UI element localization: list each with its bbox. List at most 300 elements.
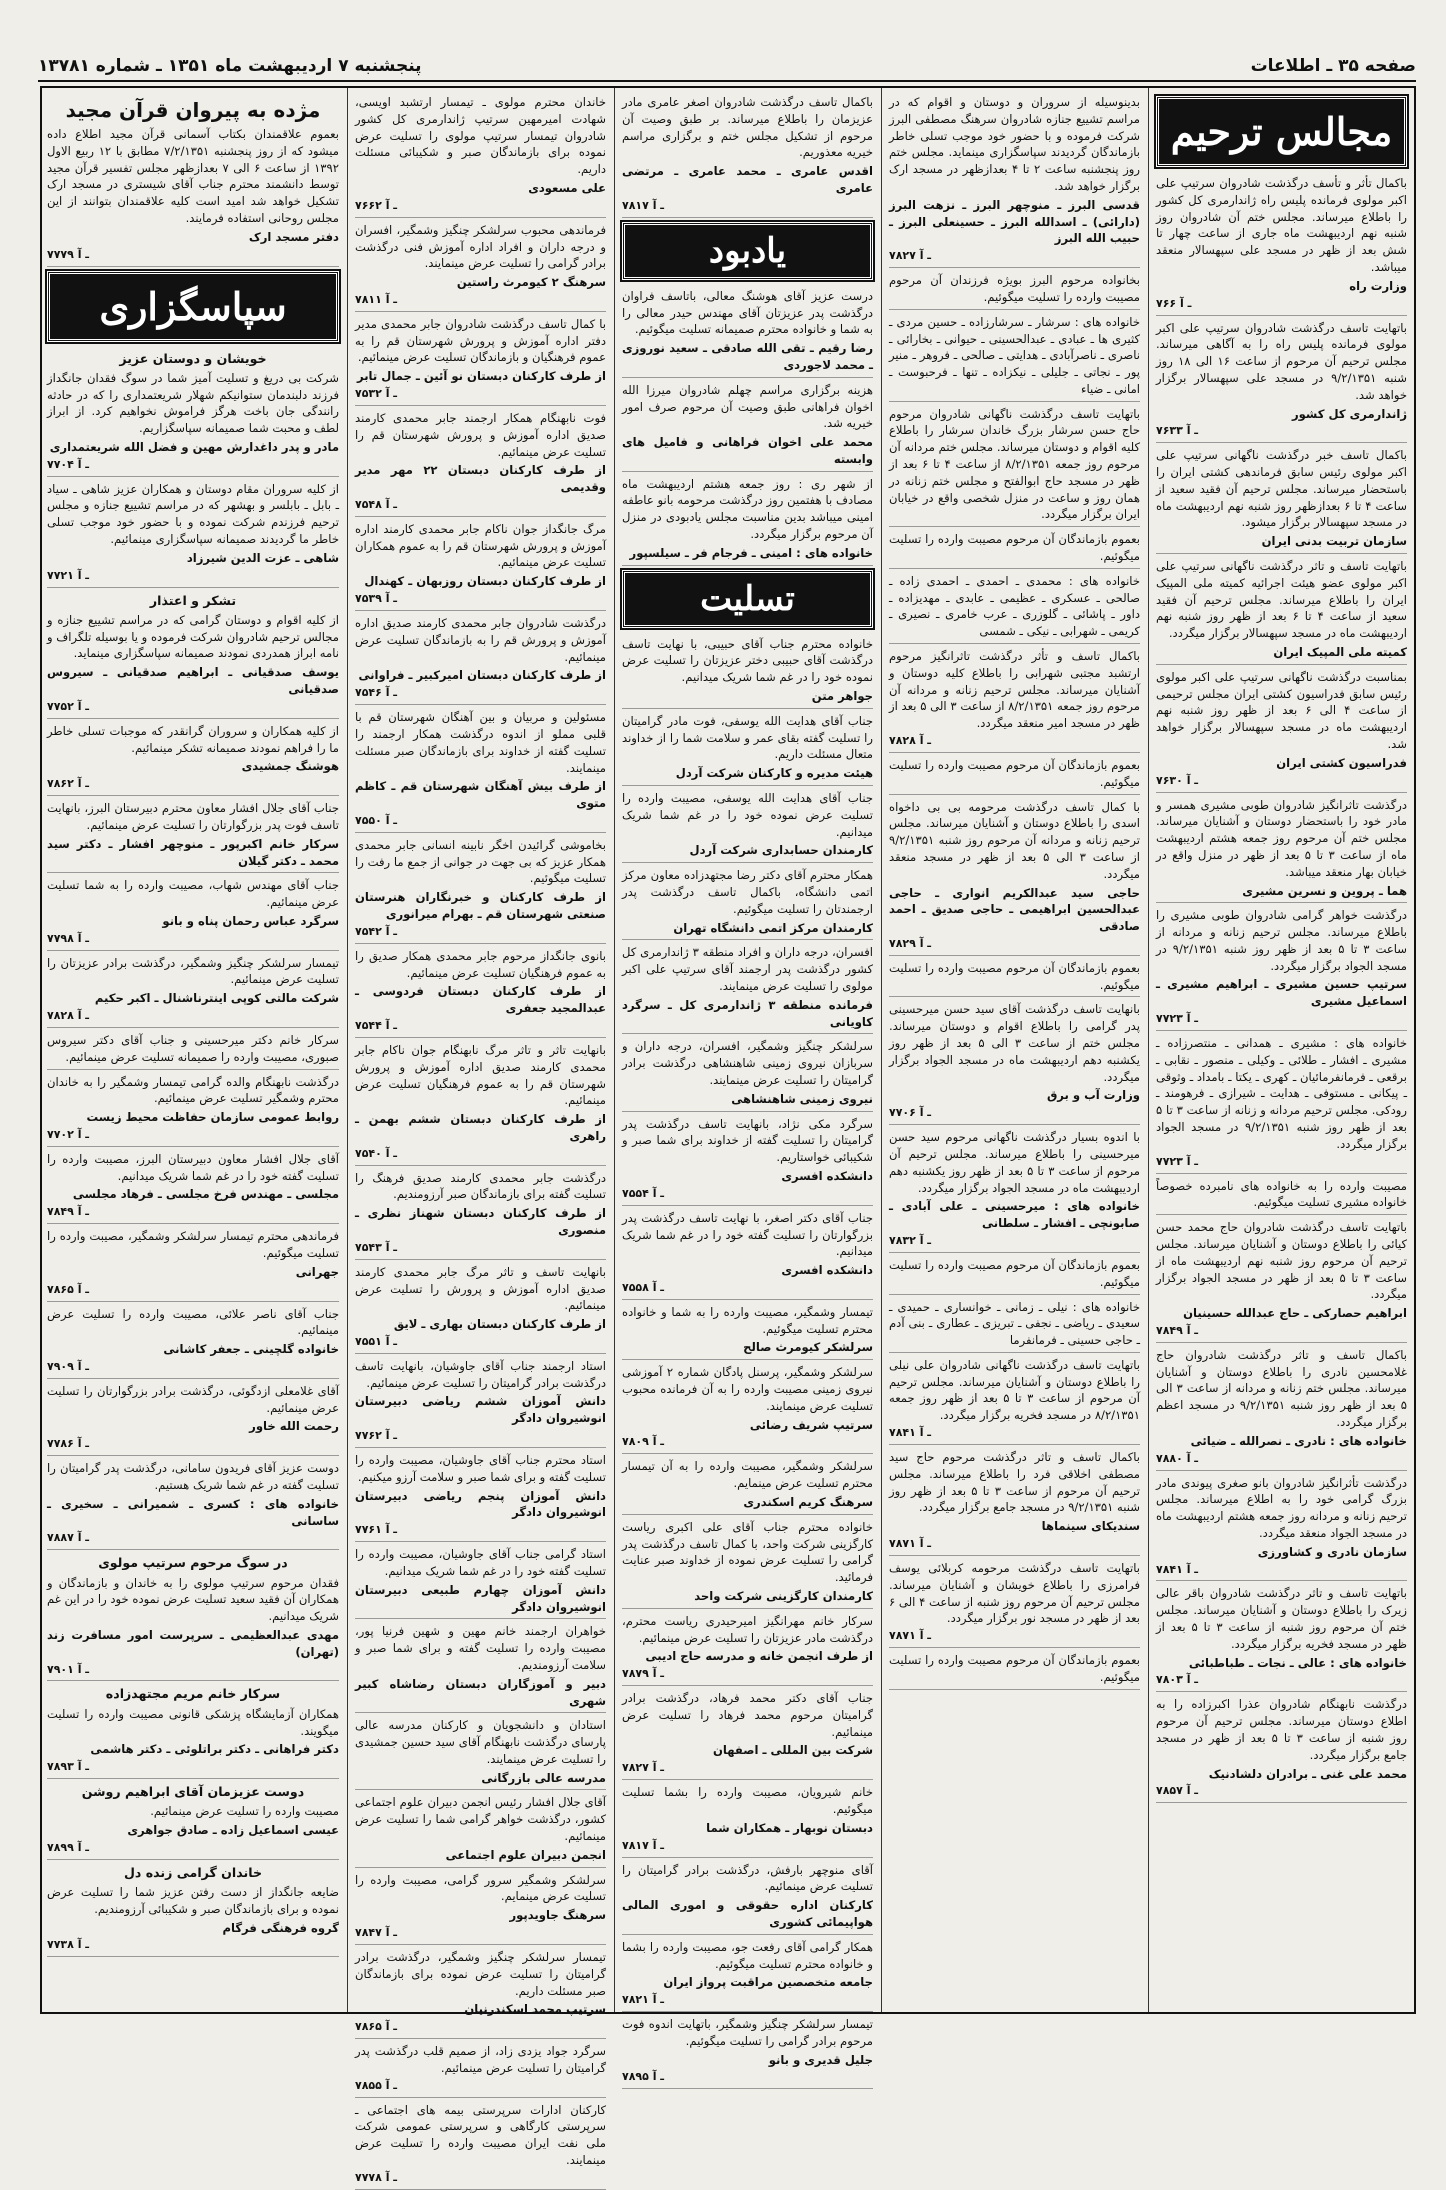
notice [889,531,1140,569]
notice [355,1170,606,1260]
notice-signature: کمیته ملی المپیک ایران [1273,645,1407,659]
notice-ad-code: ۷۸۸۷ ـ آ [47,1531,90,1545]
notice-body: تیمسار سرلشکر چنگیز وشمگیر، درگذشت برادر عزیزتان را تسلیت عرض مینمائیم. [47,955,339,987]
notice [622,1304,873,1360]
column-3-notices-a [622,94,873,218]
notice-ad-code: ۷۸۴۱ ـ آ [889,1426,932,1440]
notice [622,636,873,709]
notice-signature: وزارت راه [1349,278,1407,293]
notice-body: همکار محترم آقای دکتر رضا مجتهدزاده معاون مرکز اتمی دانشگاه، باکمال تاسف درگذشت پدر ارجمندتان را تسلیت میگوئیم. [622,868,873,916]
notice-body: باتهایت تاسف درگذشت شادروان سرتیپ علی اکبر مولوی فرمانده پلیس راه را به آگاهی میرساند. مجلس ترحیم آن مرحوم از ساعت ۱۶ الی ۱۸ روز شنبه ۹/۲/۱۳۵۱ در مسجد علی سپهسالار برگزار خواهد شد. [1156,320,1408,402]
notice-signature: خانواده های : عالی ـ نجات ـ طباطبائی [1188,1655,1407,1670]
column-divider [347,88,349,2012]
notice-signature: وزارت آب و برق [1046,1088,1140,1103]
column-4-notices [355,94,606,2190]
notice-ad-code: ۷۵۵۰ ـ آ [355,813,398,827]
notice [889,573,1140,644]
notice-ad-code: ۷۸۱۱ ـ آ [355,292,398,306]
notice [47,1306,339,1379]
notice [889,94,1140,268]
notice-body: بعموم علاقمندان بکتاب آسمانی قرآن مجید اطلاع داده میشود که از روز پنجشنبه ۷/۲/۱۳۵۱ مطابق با ۱۲ ربیع الاول ۱۳۹۲ از ساعت ۶ الی ۷ بعدازظهر مجلس تفسیر قرآن مجید توسط دانشمند محترم جناب آقای شیستری در مسجد ارک تشکیل خواهد شد امید است کلیه علاقمندان بتوانند از این مجلس روحانی استفاده فرمایند. [47,127,339,225]
notice-title: در سوگ مرحوم سرتیپ مولوی [98,1555,288,1571]
notice [622,1690,873,1780]
notice-signature: ابراهیم حصارکی ـ حاج عبدالله حسینیان [1183,1306,1407,1321]
column-2 [882,88,1147,2012]
notice [47,592,339,719]
notice [1156,1475,1407,1582]
notice-body: سرلشکر وشمگیر سرور گرامی، مصیبت وارده را تسلیت عرض مینمایم. [355,1872,606,1904]
notice-body: از کلیه همکاران و سروران گرانقدر که موجبات تسلی خاطر ما را فراهم نمودند صمیمانه تشکر مینمائیم. [47,723,339,755]
notice [1156,907,1407,1031]
notice-signature: دانشکده افسری [781,1168,873,1183]
notice-signature: خانواده گلچینی ـ جعفر کاشانی [163,1342,339,1357]
notice-body: بعموم بازماندگان آن مرحوم مصیبت وارده را تسلیت میگوئیم. [889,1257,1140,1289]
notice-body: باتهایت تاسف درگذشت مرحومه کربلائی یوسف فرامرزی را باطلاع خویشان و آشنایان میرساند. مجلس ترحیم آن مرحوم روز شنبه از ساعت ۴ الی ۶ بعد از ظهر در مسجد نور برگزار میگردد. [889,1560,1140,1626]
notice-body: جناب آقای دکتر محمد فرهاد، درگذشت برادر گرامیتان مرحوم محمد فرهاد را تسلیت عرض مینمائیم. [622,1691,873,1739]
notice-ad-code: ۷۷۳۸ ـ آ [47,1938,90,1952]
notice-ad-code: ۷۷۰۲ ـ آ [47,1127,90,1141]
notice-body: باتهایت تاسف درگذشت ناگهانی شادروان مرحوم حاج حسن سرشار بزرگ خاندان سرشار را باطلاع کلیه اقوام و دوستان میرساند. مجلس ختم مردانه آن مرحوم روز جمعه ۸/۲/۱۳۵۱ از ساعت ۴ تا ۶ بعد از ظهر در مسجد حاج ابوالفتح و مجلس ختم زنانه در همان روز و ساعت در منزل شخصی واقع در خیابان ایران برگزار میگردد. [889,406,1140,522]
notice-ad-code: ۷۸۹۵ ـ آ [622,2070,665,2084]
notice-body: تیمسار وشمگیر، مصیبت وارده را به شما و خانواده محترم تسلیت میگوئیم. [622,1304,873,1336]
notice-body: آقای غلامعلی ازدگوئی، درگذشت برادر بزرگوارتان را تسلیت عرض مینمائیم. [47,1383,339,1415]
notice-ad-code: ۷۷۷۸ ـ آ [355,2170,398,2184]
notice-ad-code: ۷۸۶۲ ـ آ [47,777,90,791]
notice-body: درگذشت تأثرانگیز شادروان بانو صغری پیوندی مادر بزرگ گرامی خود را به اطلاع میرساند. مجلس ترحیم زنانه و مردانه روز جمعه هشتم اردیبهشت ماه در مسجد الجواد منعقد میگردد. [1156,1475,1407,1540]
notice-body: مصیبت وارده را به خانواده های نامبرده خصوصاً خانواده مشیری تسلیت میگوئیم. [1156,1178,1407,1210]
notice [1156,1696,1407,1803]
notice [47,481,339,588]
notice-signature: کارمندان حسابداری شرکت آردل [689,843,873,858]
notice-body: همکار گرامی آقای رفعت جو، مصیبت وارده را بشما و خانواده محترم تسلیت میگوئیم. [622,1939,873,1971]
notice [622,1116,873,1206]
notice [355,222,606,312]
notice-ad-code: ۷۸۱۷ ـ آ [622,1838,665,1852]
notice-signature: فدراسیون کشتی ایران [1276,755,1407,770]
notice [1156,1178,1407,1216]
notice-signature: فرمانده منطقه ۳ ژاندارمری کل ـ سرگرد کاویانی [622,997,873,1029]
headline-quran: مژده به پیروان قرآن مجید [65,98,321,122]
notice-body: مرگ جانگداز جوان ناکام جابر محمدی کارمند اداره آموزش و پرورش شهرستان قم را به عموم همکاران تسلیت عرض مینمائیم. [355,521,606,570]
notice-signature: از طرف کارکنان دبستان بهاری ـ لایق [393,1317,606,1332]
notice [622,288,873,378]
notice-signature: گروه فرهنگی فرگام [222,1920,339,1935]
notice-ad-code: ۷۸۲۸ ـ آ [47,1009,90,1023]
notice [355,1872,606,1945]
notice-ad-code: ۷۵۴۰ ـ آ [355,1146,398,1160]
notice [355,615,606,705]
notice-signature: دکتر فراهانی ـ دکتر براتلوئی ـ دکتر هاشمی [90,1742,339,1757]
notice-signature: از طرف کارکنان دبستان امیرکبیر ـ فراوانی [358,668,606,683]
notice-signature: هوشنگ جمشیدی [241,759,339,774]
notice [47,1383,339,1456]
notice-ad-code: ۷۷۲۳ ـ آ [1156,1154,1199,1168]
notice [622,1862,873,1935]
notice-signature: شرکت مالتی کوپی اینترناشنال ـ اکبر حکیم [94,991,339,1006]
notice-body: دوست عزیز آقای فریدون سامانی، درگذشت پدر گرامیتان را تسلیت گفته در غم شما شریک هستیم. [47,1461,339,1492]
notice-ad-code: ۷۷۶۱ ـ آ [355,1523,398,1537]
notice-signature: از طرف کارکنان دبستان ششم بهمن ـ راهری [355,1112,606,1143]
notice-body: خانواده های : محمدی ـ احمدی ـ احمدی زاده ـ صالحی ـ عسکری ـ عظیمی ـ عابدی ـ مهدیزاده ـ داور ـ پاشائی ـ گلوزری ـ عرب خامری ـ نصیری ـ کریمی ـ شهرابی ـ نیکی ـ شمسی [889,573,1140,639]
notice [47,1864,339,1958]
notice-signature: سرلشکر کیومرث صالح [743,1340,873,1355]
notice-ad-code: ۷۵۴۸ ـ آ [355,497,398,511]
notice-body: فقدان مرحوم سرتیپ مولوی را به خاندان و بازماندگان و همکاران آن فقید سعید تسلیت عرض نموده خود را در این غم شریک میدانیم. [47,1575,339,1624]
notice [1156,320,1407,444]
notice-ad-code: ۷۷۶۲ ـ آ [355,1429,398,1443]
notice-body: بعموم بازماندگان آن مرحوم مصیبت وارده را تسلیت میگوئیم. [889,532,1140,564]
notice-body: ضایعه جانگداز از دست رفتن عزیز شما را تسلیت عرض نموده و برای بازماندگان صبر و شکیبائی آرزومندیم. [47,1885,339,1916]
notice-signature: مجلسی ـ مهندس فرخ مجلسی ـ فرهاد مجلسی [72,1187,339,1202]
notice-ad-code: ۷۸۷۱ ـ آ [889,1537,932,1550]
notice-signature: مدرسه عالی بازرگانی [481,1770,606,1785]
header-date-issue: پنجشنبه ۷ اردیبهشت ماه ۱۳۵۱ ـ شماره ۱۳۷۸۱ [38,56,422,76]
notice-signature: سازمان تربیت بدنی ایران [1261,534,1407,549]
notice-signature: دانشکده افسری [781,1263,873,1278]
notice-body: درگذشت جابر محمدی کارمند صدیق فرهنگ را تسلیت گفته برای بازماندگان صبر آرزومندیم. [355,1170,606,1202]
notice-ad-code: ۷۷۲۳ ـ آ [1156,1012,1199,1026]
notice-ad-code: ۷۸۵۷ ـ آ [1156,1784,1199,1798]
notice [47,723,339,796]
notice [889,1560,1140,1648]
notice-body: باکمال تاسف خبر درگذشت ناگهانی سرتیپ علی اکبر مولوی رئیس سابق فرماندهی کشتی ایران را باستحضار میرساند. مجلس ترحیم آن فقید سعید از ساعت ۴ تا ۶ بعدازظهر روز شنبه نهم اردیبهشت ماه در مسجد سپهسالار برگزار میشود. [1156,448,1407,530]
notice [355,1264,606,1354]
notice-body: مصیبت وارده را تسلیت عرض مینمائیم. [150,1804,339,1819]
notice [355,837,606,944]
notice-ad-code: ۷۹۰۹ ـ آ [47,1359,90,1373]
notice-body: درگذشت نابهنگام والده گرامی تیمسار وشمگیر را به خاندان محترم وشمگیر تسلیت عرض مینمائیم. [47,1074,339,1106]
notice [889,1652,1140,1690]
notice [355,948,606,1038]
notice-signature: محمد علی اخوان فراهانی و فامیل های وابسته [622,435,873,466]
notice-body: بانوی جانگداز مرحوم جابر محمدی همکار صدیق را به عموم فرهنگیان تسلیت عرض مینمائیم. [355,948,606,980]
notice-signature: عیسی اسماعیل زاده ـ صادق جواهری [127,1823,339,1838]
notice-body: خانواده های : مشیری ـ همدانی ـ منتصرزاده ـ مشیری ـ افشار ـ طلائی ـ وکیلی ـ منصور ـ نقابی ـ برقعی ـ فرمانفرمائیان ـ کهری ـ یکتا ـ بامداد ـ وثوقی ـ پیکانی ـ مستوفی ـ هدایت ـ شیرازی ـ فرهومند ـ رودکی. مجلس ترحیم مردانه و زنانه از ساعت ۳ تا ۵ بعد از ظهر روز شنبه ۹/۲/۱۳۵۱ در مسجد الجواد برگزار میگردد. [1156,1036,1407,1151]
notice-body: خاندان محترم مولوی ـ تیمسار ارتشبد اویسی، شهادت امیرمهین سرتیپ ژاندارمری کل کشور شادروان تیمسار سرتیپ مولوی را تسلیت عرض نموده برای بازماندگان صبر و شکیبائی مسئلت داریم. [355,95,606,177]
notice-signature: دانش آموزان پنجم ریاضی دبیرستان انوشیروان دادگر [355,1488,606,1520]
header-page-label: صفحه ۳۵ ـ اطلاعات [1250,56,1416,76]
notice-ad-code: ۷۷۲۱ ـ آ [47,568,90,582]
notice-body: خانواده های : نیلی ـ زمانی ـ خوانساری ـ حمیدی ـ سعیدی ـ ریاضی ـ نجفی ـ تبریزی ـ عطاری ـ بنی آدم ـ حاجی حسینی ـ فرمانفرما [889,1299,1140,1348]
notice-signature: سرگرد عباس رحمان پناه و بانو [162,913,339,928]
notice-body: سرلشکر وشمگیر، پرسنل پادگان شماره ۲ آموزشی نیروی زمینی مصیبت وارده را به آن فرمانده محبوب تسلیت عرض مینمایند. [622,1365,873,1413]
notice-ad-code: ۷۸۶۵ ـ آ [47,1282,90,1296]
notice-body: باتهایت تاسف درگذشت ناگهانی شادروان علی نیلی را باطلاع دوستان و آشنایان میرساند. مجلس ترحیم آن مرحوم از ساعت ۳ تا ۵ بعد از ظهر روز جمعه ۸/۲/۱۳۵۱ در مسجد فخریه برگزار میگردد. [889,1357,1140,1423]
notice-ad-code: ۷۸۷۱ ـ آ [889,1629,932,1643]
notice-ad-code: ۷۷۸۶ ـ آ [47,1437,90,1451]
notice-body: خانم شیرویان، مصیبت وارده را بشما تسلیت میگوئیم. [622,1785,873,1816]
notice-body: باکمال تأثر و تأسف درگذشت شادروان سرتیپ علی اکبر مولوی فرمانده پلیس راه ژاندارمری کل کشور را باطلاع میرساند. مجلس ختم آن شادروان روز شنبه نهم اردیبهشت ماه جاری از ساعت چهار تا شش بعد از ظهر در مسجد علی سپهسالار منعقد میباشد. [1156,176,1407,274]
notice [1156,669,1407,793]
notice-signature: سرکار خانم اکبرپور ـ منوچهر افشار ـ دکتر سید محمد ـ دکتر گیلان [47,836,339,868]
notice [355,1452,606,1542]
notice-body: آقای جلال افشار معاون دبیرستان البرز، مصیبت وارده را تسلیت گفته خود را در غم شما شریک میدانیم. [47,1151,339,1183]
notice-body: خانواده محترم جناب آقای علی اکبری ریاست کارگزینی شرکت واحد، با کمال تاسف درگذشت پدر گرامی را تسلیت عرض نموده از خداوند صبر عنایت فرمائید. [622,1519,873,1585]
notice [1156,1035,1407,1174]
notice [47,1460,339,1550]
notice-signature: از طرف کارکنان دبستان روزبهان ـ کهندال [364,574,606,589]
notice-signature: خانواده های : کسری ـ شمیرانی ـ سخیری ـ ساسانی [47,1496,339,1528]
banner-tasliat: تسلیت [622,570,873,628]
notice-ad-code: ۷۸۷۹ ـ آ [622,1667,665,1681]
notice-body: هزینه برگزاری مراسم چهلم شادروان میرزا الله اخوان فراهانی طبق وصیت آن مرحوم صرف امور خیریه شد. [622,382,873,431]
notice [622,867,873,940]
notice [355,316,606,406]
notice-signature: کارمندان مرکز اتمی دانشگاه تهران [673,920,873,935]
notice-body: جناب آقای ناصر علائی، مصیبت وارده را تسلیت عرض مینمائیم. [47,1306,339,1338]
notice-signature: سازمان نادری و کشاورزی [1257,1544,1407,1559]
notice-body: درگذشت تاثرانگیز شادروان طوبی مشیری همسر و مادر خود را باستحضار دوستان و آشنایان میرساند. مجلس ختم آن مرحوم روز جمعه هشتم اردیبهشت ماه از ساعت ۳ تا ۵ بعد از ظهر در منزل واقع در خیابان بهار منعقد میباشد. [1156,797,1407,879]
notice-body: بعموم بازماندگان آن مرحوم مصیبت وارده را تسلیت میگوئیم. [889,960,1140,992]
notice [622,713,873,786]
notice-ad-code: ۷۵۳۹ ـ آ [355,592,398,606]
notice-signature: اقدس عامری ـ محمد عامری ـ مرتضی عامری [622,164,873,195]
column-divider [614,88,616,2012]
notice-signature: کارمندان کارگزینی شرکت واحد [694,1588,873,1603]
notice-body: باکمال تاسف و تأثر درگذشت تاثرانگیز مرحوم ارتشبد مجتبی شهرابی را باطلاع کلیه دوستان و آشنایان میرساند. مجلس ترحیم زنانه و مردانه آن مرحوم روز جمعه ۸/۲/۱۳۵۱ از ساعت ۳ الی ۵ بعد از ظهر در مسجد امیر منعقد میگردد. [889,649,1140,731]
column-3-notices-c [622,636,873,2090]
notice [47,955,339,1028]
page-header [38,52,1416,80]
notice-body: جناب آقای جلال افشار معاون محترم دبیرستان البرز، بانهایت تاسف فوت پدر بزرگوارتان را تسلیت عرض مینمائیم. [47,801,339,832]
notice [355,2043,606,2098]
notice-ad-code: ۷۸۲۱ ـ آ [622,1993,665,2007]
notice-ad-code: ۷۵۴۶ ـ آ [355,686,398,700]
notice [889,1001,1140,1125]
notice-body: درگذشت نابهنگام شادروان عذرا اکبرزاده را به اطلاع دوستان میرساند. مجلس ترحیم آن مرحوم روز شنبه از ساعت ۳ تا ۵ بعد از ظهر در مسجد جامع برگزار میگردد. [1156,1697,1407,1762]
notice [47,350,339,477]
notice-body: بدینوسیله از سروران و دوستان و اقوام که در مراسم تشییع جنازه شادروان سرهنگ مصطفی البرز شرکت فرموده و با حضور خود موجب تسلی خاطر بازماندگان گردیدند سپاسگزاری مینماید. مجلس ختم روز پنجشنبه ساعت ۲ تا ۴ بعدازظهر در مسجد ارک برگزار خواهد شد. [889,95,1140,193]
notice [1156,797,1407,904]
notice-body: آقای منوچهر بارفش، درگذشت برادر گرامیتان را تسلیت عرض مینمائیم. [622,1862,873,1894]
notice-ad-code: ۷۵۳۲ ـ آ [355,387,398,401]
notice-body: جناب آقای مهندس شهاب، مصیبت وارده را به شما تسلیت عرض مینمائیم. [47,878,339,910]
notice [622,2016,873,2089]
notice-body: بخانواده مرحوم البرز بویژه فرزندان آن مرحوم مصیبت وارده را تسلیت میگوئیم. [889,273,1140,304]
notice [889,314,1140,402]
notice [889,1449,1140,1556]
notice-signature: از طرف کارکنان دبستان فردوسی ـ عبدالمجید جعفری [355,984,606,1016]
notice-ad-code: ۷۸۴۷ ـ آ [355,1926,398,1940]
header-rule [38,80,1416,82]
notice-ad-code: ۷۸۴۹ ـ آ [1156,1323,1199,1337]
notice-ad-code: ۷۸۹۳ ـ آ [47,1760,90,1774]
notice [889,757,1140,795]
notice-body: آقای جلال افشار رئیس انجمن دبیران علوم اجتماعی کشور، درگذشت خواهر گرامی شما را تسلیت عرض مینمائیم. [355,1795,606,1844]
notice [355,521,606,611]
notice-signature: هما ـ پروین و نسرین مشیری [1242,883,1407,898]
notice-ad-code: ۷۸۶۵ ـ آ [355,2020,398,2034]
notice-body: بعموم بازماندگان آن مرحوم مصیبت وارده را تسلیت میگوئیم. [889,757,1140,789]
notice-signature: محمد علی غنی ـ برادران دلشادنیک [1208,1766,1407,1781]
notice-signature: جامعه متخصصین مراقبت پرواز ایران [663,1975,873,1990]
notice-signature: از طرف انجمن خانه و مدرسه حاج ادیبی [645,1649,873,1664]
notice-ad-code: ۷۸۱۷ ـ آ [622,198,665,212]
notice [355,1949,606,2039]
notice-signature: روابط عمومی سازمان حفاظت محیط زیست [86,1110,339,1125]
column-5-notices-b [47,350,339,1958]
notice-ad-code: ۷۸۲۷ ـ آ [622,1761,665,1775]
notice [47,1783,339,1860]
notice [622,1364,873,1454]
notice-body: بخاموشی گرائیدن اخگر نابینه انسانی جابر محمدی همکار عزیز که بی جهت در جوانی از جمع ما رفت را تسلیت میگوئیم. [355,837,606,886]
notice-title: سرکار خانم مریم مجتهدزاده [105,1686,281,1702]
notice-signature: سرتیپ محمد اسکندرنیان [464,2002,606,2017]
notice-body: باکمال تاسف درگذشت شادروان اصغر عامری مادر عزیزمان را باطلاع میرساند. بر طبق وصیت آن مرحوم از تشکیل مجلس ختم و برگزاری مراسم خیریه معذوریم. [622,95,873,160]
banner-majales-tarhim: مجالس ترحیم [1156,96,1407,167]
notice-body: استاد محترم جناب آقای جاوشیان، مصیبت وارده را تسلیت گفته و برای شما صبر و سلامت آرزو میکنیم. [355,1453,606,1484]
notice-ad-code: ۷۵۴۳ ـ آ [355,1240,398,1254]
notice-ad-code: ۷۷۰۴ ـ آ [47,457,90,471]
notice-body: افسران، درجه داران و افراد منطقه ۳ ژاندارمری کل کشور درگذشت پدر ارجمند آقای سرتیپ علی اکبر مولوی را تسلیت عرض مینمایند. [622,945,873,994]
notice-signature: انجمن دبیران علوم اجتماعی [445,1847,606,1862]
column-4 [348,88,613,2184]
notice-body: باتهایت تاسف و تاثر درگذشت شادروان باقر عالی زیرک را باطلاع دوستان و آشنایان میرساند. مجلس ختم آن مرحوم روز شنبه از ساعت ۳ تا ۵ بعد از ظهر در مسجد فخریه برگزار میگردد. [1156,1586,1407,1651]
notice [47,1685,339,1779]
notice-body: بانهایت تاسف درگذشت آقای سید حسن میرحسینی پدر گرامی را باطلاع اقوام و دوستان میرساند. مجلس ختم از ساعت ۳ الی ۵ بعد از ظهر روز یکشنبه دهم اردیبهشت ماه در مسجد الجواد برگزار میگردد. [889,1002,1140,1084]
notice [622,1613,873,1686]
notice-signature: سرتیپ شریف رضائی [749,1417,873,1432]
notice-body: بعموم بازماندگان آن مرحوم مصیبت وارده را تسلیت میگوئیم. [889,1653,1140,1684]
notice-body: از کلیه سروران مقام دوستان و همکاران عزیز شاهی ـ سیاد ـ بابل ـ بابلسر و بهشهر که در مراسم تشییع جنازه و مجلس ترحیم فرزندم شرکت نموده و با حضور خود موجب تسلی خاطر ما گردیدند صمیمانه سپاسگزاری مینمائیم. [47,481,339,547]
notice-signature: جلیل قدیری و بانو [768,2052,873,2067]
notice-body: درست عزیز آقای هوشنگ معالی، باتاسف فراوان درگذشت پدر عزیزتان آقای مهندس حیدر معالی را به شما و خانواده محترم صمیمانه تسلیت میگوئیم. [622,288,873,337]
notice-ad-code: ۷۵۴۴ ـ آ [355,1018,398,1032]
notice-ad-code: ۷۸۲۷ ـ آ [889,249,932,263]
notice-body: استاد گرامی جناب آقای جاوشیان، مصیبت وارده را تسلیت گفته خود را در غم شما شریک میدانیم. [355,1547,606,1578]
notice-body: درگذشت خواهر گرامی شادروان طوبی مشیری را باطلاع میرساند. مجلس ترحیم زنانه و مردانه از ساعت ۳ تا ۵ بعد از ظهر روز شنبه ۹/۲/۱۳۵۱ در مسجد الجواد برگزار میگردد. [1156,908,1408,973]
notice-signature: خانواده های : نادری ـ نصرالله ـ ضیائی [1190,1433,1407,1448]
notice-signature: هیئت مدیره و کارکنان شرکت آردل [675,766,873,781]
notice-ad-code: ۷۷۹۸ ـ آ [47,931,90,945]
notice-body: کارکنان ادارات سرپرستی بیمه های اجتماعی ـ سرپرستی کارگاهی و سرپرستی عمومی شرکت ملی نفت ایران مصیبت وارده را تسلیت عرض مینمایند. [355,2102,606,2168]
notice [355,1623,606,1713]
notice-body: سرکار خانم دکتر میرحسینی و جناب آقای دکتر سیروس صبوری، مصیبت وارده را صمیمانه تسلیت عرض مینمائیم. [47,1032,339,1064]
notice-signature: رضا رقیم ـ تقی الله صادقی ـ سعید نوروزی ـ محمد لاجوردی [622,341,873,372]
notice-body: خانواده های : سرشار ـ سرشارزاده ـ حسین مردی ـ کثیری ها ـ عبادی ـ عبدالحسینی ـ حیوانی ـ بخارائی ـ ناصری ـ ناصرآبادی ـ هدایتی ـ صالحی ـ فروهر ـ منیر پور ـ نجاتی ـ جلیلی ـ نیکزاده ـ تنها ـ فرحبوست ـ امانی ـ ضیاء [889,314,1140,396]
notice-body: سرگرد مکی نژاد، بانهایت تاسف درگذشت پدر گرامیتان را تسلیت گفته از خداوند برای شما صبر و شکیبائی خواستاریم. [622,1116,873,1165]
notice [622,1784,873,1857]
notice [622,1458,873,1514]
notice [889,1357,1140,1445]
notice-signature: رحمت الله خاور [249,1419,339,1434]
notice [1156,175,1407,316]
notice-body: جناب آقای هدایت الله یوسفی، مصیبت وارده را تسلیت عرض نموده خود را در غم شما شریک میدانیم. [622,791,873,839]
notice-body: سرگرد جواد یزدی زاد، از صمیم قلب درگذشت پدر گرامیتان را تسلیت عرض مینمائیم. [355,2044,606,2075]
notice-signature: جهرانی [295,1264,339,1279]
notice [47,1554,339,1681]
notice-ad-code: ۷۸۴۱ ـ آ [1156,1562,1199,1576]
notice-signature: خانواده های : میرحسینی ـ علی آبادی ـ صابونچی ـ افشار ـ سلطانی [889,1199,1140,1231]
notice-signature: سرهنگ جاویدپور [509,1908,606,1923]
column-1 [1149,88,1414,2012]
notice-body: فوت نابهنگام همکار ارجمند جابر محمدی کارمند صدیق اداره آموزش و پرورش شهرستان قم را تسلیت عرض مینمائیم. [355,410,606,459]
notice [355,1717,606,1790]
notice-body: باکمال تاسف و تاثر درگذشت مرحوم حاج سید مصطفی اخلاقی فرد را باطلاع میرساند. مجلس ترحیم آن مرحوم از ساعت ۳ تا ۵ بعد از ظهر روز شنبه ۹/۲/۱۳۵۱ در مسجد جامع برگزار میگردد. [889,1450,1140,1515]
notice-ad-code: ۷۵۵۴ ـ آ [622,1186,665,1200]
notice-body: سرلشکر چنگیز وشمگیر، افسران، درجه داران و سربازان نیروی زمینی شاهنشاهی درگذشت برادر گرامیتان را تسلیت عرض مینمایند. [622,1039,873,1087]
notice [1156,1219,1407,1343]
notice [622,1210,873,1300]
notice-signature: سندیکای سینماها [1041,1519,1140,1534]
notice [889,1129,1140,1253]
notice-ad-code: ۷۶۶ ـ آ [1156,296,1192,310]
notice [889,960,1140,998]
notice [1156,1585,1407,1692]
notice-signature: از طرف بیش آهنگان شهرستان قم ـ کاظم متوی [355,779,606,811]
notice [889,648,1140,753]
notice-body: با اندوه بسیار درگذشت ناگهانی مرحوم سید حسن میرحسینی را باطلاع میرساند. مجلس ترحیم آن مرحوم از ساعت ۳ تا ۵ بعد از ظهر روز یکشنبه دهم اردیبهشت ماه در مسجد الجواد برگزار میگردد. [889,1130,1140,1195]
notice-body: درگذشت شادروان جابر محمدی کارمند صدیق اداره آموزش و پرورش قم را به بازماندگان تسلیت عرض مینمائیم. [355,616,606,664]
notice-body: بمناسبت درگذشت ناگهانی سرتیپ علی اکبر مولوی رئیس سابق فدراسیون کشتی ایران مجلس ترحیمی از ساعت ۴ الی ۶ بعد از ظهر روز شنبه نهم اردیبهشت ماه در مسجد سپهسالار برگزار خواهد شد. [1156,669,1407,751]
notice-ad-code: ۷۹۰۱ ـ آ [47,1662,90,1676]
notice-signature: از طرف کارکنان و خبرنگاران هنرستان صنعتی شهرستان قم ـ بهرام میرانوری [355,890,606,922]
notice [355,1546,606,1619]
notice [622,944,873,1034]
notice-ad-code: ۷۶۳۰ ـ آ [1156,773,1199,787]
notice-body: باکمال تاسف و تاثر درگذشت شادروان حاج غلامحسین نادری را باطلاع دوستان و آشنایان میرساند. مجلس ختم زنانه و مردانه از ساعت ۳ الی ۵ بعد از ظهر روز شنبه ۹/۲/۱۳۵۱ در مسجد اعظم برگزار میگردد. [1156,1347,1407,1430]
notice-body: جناب آقای هدایت الله یوسفی، فوت مادر گرامیتان را تسلیت گفته بقای عمر و سلامت شما را از خداوند متعال مسئلت داریم. [622,713,873,762]
notice-signature: نیروی زمینی شاهنشاهی [731,1091,873,1106]
column-5 [40,88,346,2012]
notice-body: باتهایت تاسف درگذشت شادروان حاج محمد حسن کیائی را باطلاع دوستان و آشنایان میرساند. مجلس ترحیم آن مرحوم روز شنبه نهم اردیبهشت ماه از ساعت ۳ تا ۵ بعد از ظهر در مسجد الجواد برگزار میگردد. [1156,1220,1407,1302]
notice-body: خواهران ارجمند خانم مهین و شهین فرنیا پور، مصیبت وارده را تسلیت گفته و برای شما صبر و سلامت آرزومندیم. [355,1624,606,1672]
notice-ad-code: ۷۵۴۲ ـ آ [355,924,398,938]
notice-ad-code: ۷۷۵۲ ـ آ [47,699,90,713]
notice [355,2102,606,2190]
notice-ad-code: ۷۸۰۹ ـ آ [622,1435,665,1449]
notice-body: همکاران آزمایشگاه پزشکی قانونی مصیبت وارده را تسلیت میگویند. [47,1706,339,1738]
notice-body: از کلیه اقوام و دوستان گرامی که در مراسم تشییع جنازه و مجالس ترحیم شادروان شرکت فرموده و یا بوسیله تلگراف و نامه ابراز همدردی نمودند صمیمانه سپاسگزاری مینماید. [47,612,339,661]
notice-ad-code: ۷۵۵۸ ـ آ [622,1280,665,1294]
notice [622,476,873,566]
column-2-notices [889,94,1140,1690]
notice-body: بانهایت تاسف و تاثر مرگ جابر محمدی کارمند صدیق اداره آموزش و پرورش را تسلیت عرض مینمائیم. [355,1264,606,1313]
notice [622,94,873,218]
notice [355,410,606,517]
notice-signature: سرهنگ ۲ کیومرث راستین [456,275,606,290]
notice-signature: سرتیپ حسین مشیری ـ ابراهیم مشیری ـ اسماعیل مشیری [1156,977,1407,1009]
notice-signature: یوسف صدقیانی ـ ابراهیم صدقیانی ـ سیروس صدقیانی [47,665,339,697]
notice-body: باتهایت تاسف و تاثر درگذشت ناگهانی سرتیپ علی اکبر مولوی عضو هیئت اجرائیه کمیته ملی المپیک ایران را باطلاع میرساند. مجلس ترحیم آن فقید سعید از ساعت ۴ تا ۶ بعد از ظهر روز شنبه نهم اردیبهشت ماه در مسجد سپهسالار برگزار میگردد. [1156,559,1407,641]
notice-ad-code: ۷۷۰۶ ـ آ [889,1106,932,1120]
notice [889,1299,1140,1353]
notice-ad-code: ۷۸۲۸ ـ آ [889,734,932,748]
notice-ad-code: ۷۸۰۳ ـ آ [1156,1673,1199,1687]
notice-signature: ژاندارمری کل کشور [1291,406,1407,421]
notice-signature: خانواده های : امینی ـ فرجام فر ـ سیلسپور [629,545,873,560]
notice [889,272,1140,310]
notice [622,1939,873,2012]
notice-signature: قدسی البرز ـ منوچهر البرز ـ نزهت البرز (دارائی) ـ اسدالله البرز ـ حسینعلی البرز ـ حبیب الله البرز [889,197,1140,246]
notice-signature: شاهی ـ عزت الدین شیرزاد [186,550,339,565]
notice [47,1228,339,1301]
column-divider [1148,88,1150,2012]
notice-body: با کمال تاسف درگذشت شادروان جابر محمدی مدیر دفتر اداره آموزش و پرورش شهرستان قم را به عموم فرهنگیان و بازماندگان تسلیت عرض مینمائیم. [355,316,606,365]
notice-signature: سرهنگ کریم اسکندری [743,1494,873,1509]
notice-body: بانهایت تاثر و تاثر مرگ نابهنگام جوان ناکام جابر محمدی کارمند صدیق اداره آموزش و پرورش شهرستان قم را به عموم فرهنگیان تسلیت عرض مینمائیم. [355,1042,606,1108]
notice [1156,447,1407,554]
notice-title: دوست عزیزمان آقای ابراهیم روشن [81,1784,305,1800]
notice-ad-code: ۷۸۲۹ ـ آ [889,936,932,950]
notice-ad-code: ۷۶۳۳ ـ آ [1156,424,1199,438]
notice-signature: علی مسعودی [528,180,606,195]
notice-signature: حاجی سید عبدالکریم انواری ـ حاجی عبدالحسین ابراهیمی ـ حاجی صدیق ـ احمد صادقی [889,885,1140,934]
notice-ad-code: ۷۶۶۲ ـ آ [355,198,398,212]
notice-ad-code: ۷۸۵۵ ـ آ [355,2078,398,2092]
notice-signature: دانش آموزان ششم ریاضی دبیرستان انوشیروان دادگر [355,1394,606,1426]
notice-signature: از طرف کارکنان دبستان نو آئین ـ جمال تابر [356,369,606,384]
